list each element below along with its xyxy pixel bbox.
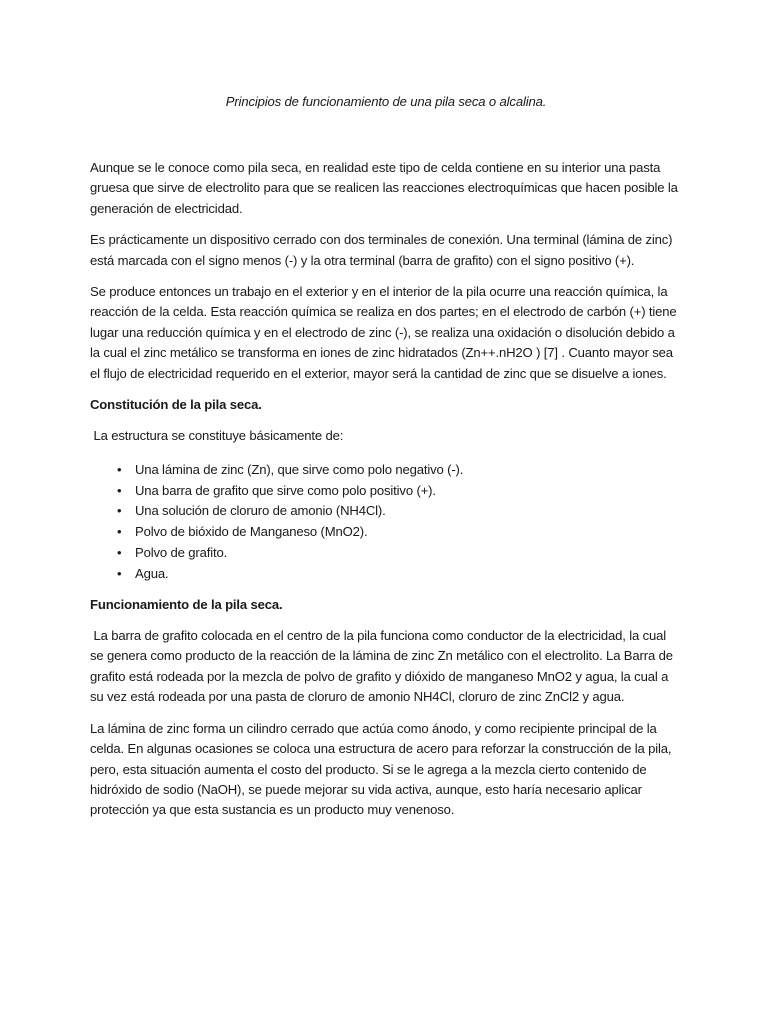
list-item-text: Una solución de cloruro de amonio (NH4Cl). [135,503,386,519]
bullet-icon: • [117,503,122,519]
list-item [117,543,682,564]
paragraph-funcionamiento-1: La barra de grafito colocada en el centro de la pila funciona como conductor de la electricidad, la cual se genera como producto de la reacción de la lámina de zinc Zn metálico con el electrolito. La Barra de grafito está rodeada por la mezcla de polvo de grafito y dióxido de manganeso MnO2 y agua, la cual a su vez está rodeada por una pasta de cloruro de amonio NH4Cl, cloruro de zinc ZnCl2 y agua. [90,628,677,705]
document-title: Principios de funcionamiento de una pila seca o alcalina. [225,94,547,109]
document-body [90,93,682,832]
list-item-text: Polvo de bióxido de Manganeso (MnO2). [135,524,368,540]
paragraph-intro-2: Es prácticamente un dispositivo cerrado con dos terminales de conexión. Una terminal (lámina de zinc) está marcada con el signo menos (-) y la otra terminal (barra de grafito) con el signo positivo (+). [90,232,673,268]
components-list [90,460,682,585]
list-item [117,501,682,522]
list-item [117,481,682,502]
bullet-icon: • [117,545,122,561]
section-heading-constitucion: Constitución de la pila seca. [90,397,262,413]
section-intro-estructura: La estructura se constituye básicamente de: [90,428,344,444]
list-item [117,522,682,543]
paragraph-intro-1: Aunque se le conoce como pila seca, en realidad este tipo de celda contiene en su interior una pasta gruesa que sirve de electrolito para que se realicen las reacciones electroquímicas que hacen posible la generación de electricidad. [90,160,678,216]
bullet-icon: • [117,565,122,581]
paragraph-funcionamiento-2: La lámina de zinc forma un cilindro cerrado que actúa como ánodo, y como recipiente principal de la celda. En algunas ocasiones se coloca una estructura de acero para reforzar la construcción de la pila, pero, esta situación aumenta el costo del producto. Si se le agrega a la mezcla cierto contenido de hidróxido de sodio (NaOH), se puede mejorar su vida activa, aunque, esto haría necesario aplicar protección ya que esta sustancia es un producto muy venenoso. [90,720,672,818]
bullet-icon: • [117,461,122,477]
section-heading-funcionamiento: Funcionamiento de la pila seca. [90,596,283,612]
paragraph-intro-3: Se produce entonces un trabajo en el exterior y en el interior de la pila ocurre una reacción química, la reacción de la celda. Esta reacción química se realiza en dos partes; en el electrodo de carbón (+) tiene lugar una reducción química y en el electrodo de zinc (-), se realiza una oxidación o disolución debido a la cual el zinc metálico se transforma en iones de zinc hidratados (Zn++.nH2O ) [7] . Cuanto mayor sea el flujo de electricidad requerido en el exterior, mayor será la cantidad de zinc que se disuelve a iones. [90,284,677,381]
list-item [117,564,682,585]
list-item-text: Una lámina de zinc (Zn), que sirve como polo negativo (-). [135,461,464,477]
bullet-icon: • [117,524,122,540]
list-item-text: Polvo de grafito. [135,545,228,561]
list-item [117,460,682,481]
list-item-text: Una barra de grafito que sirve como polo positivo (+). [135,482,436,498]
list-item-text: Agua. [135,565,169,581]
bullet-icon: • [117,482,122,498]
